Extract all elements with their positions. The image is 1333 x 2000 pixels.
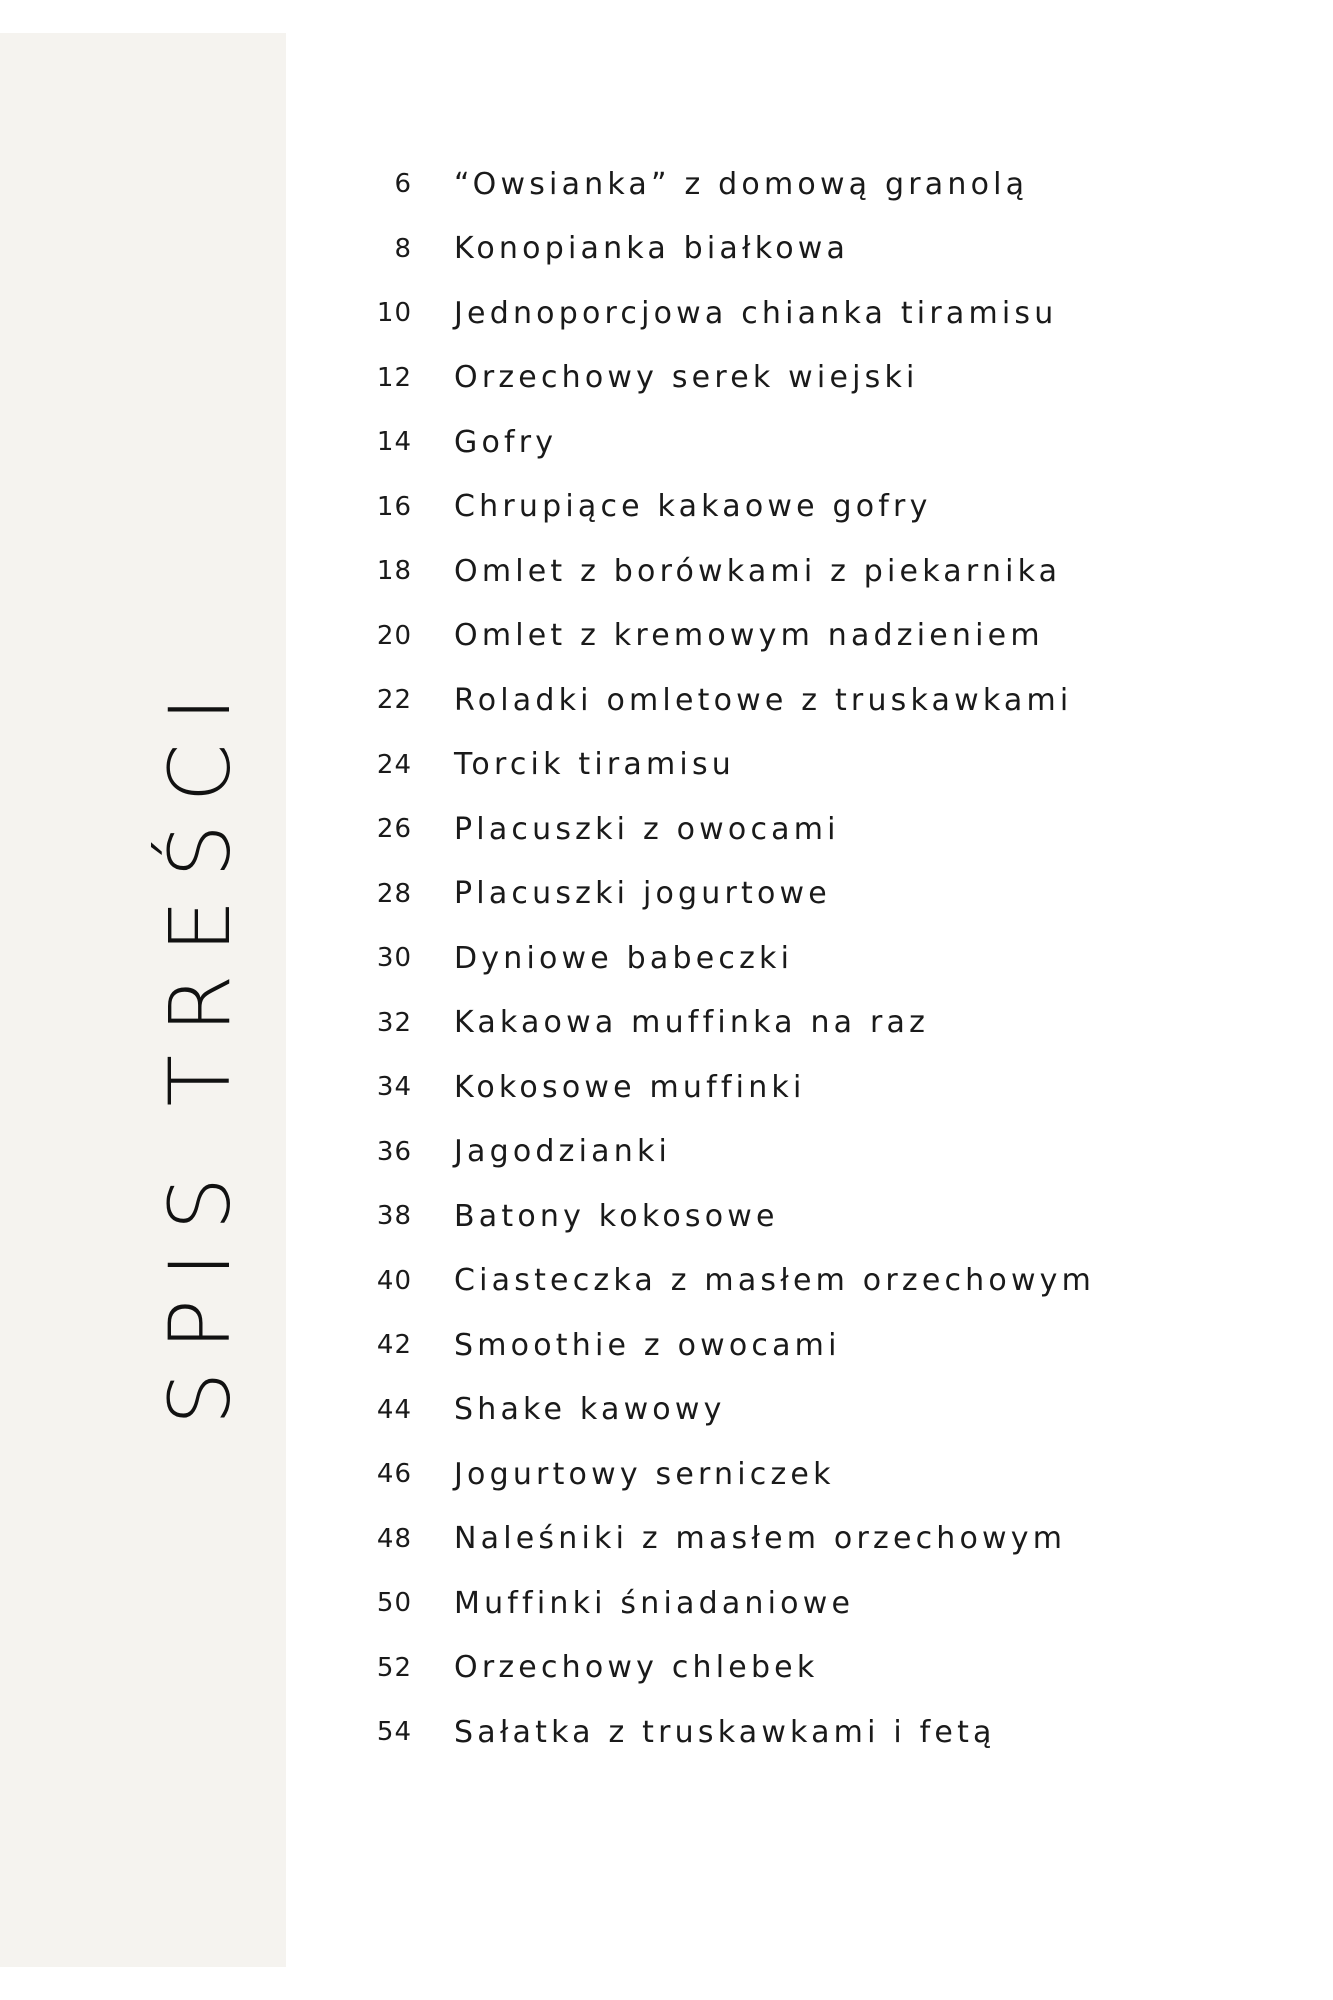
toc-page-number: 16 (376, 491, 412, 522)
toc-entry[interactable] (350, 1507, 1250, 1572)
toc-page-number: 10 (376, 298, 412, 329)
toc-entry-title: Orzechowy serek wiejski (454, 360, 919, 396)
toc-page-number: 32 (376, 1007, 412, 1038)
toc-entry-title: Omlet z kremowym nadzieniem (454, 618, 1044, 654)
toc-entry[interactable] (350, 797, 1250, 862)
toc-entry-title: Dyniowe babeczki (454, 940, 794, 976)
toc-page-number: 52 (376, 1652, 412, 1683)
toc-entry-title: Sałatka z truskawkami i fetą (454, 1714, 996, 1750)
toc-page-number: 26 (376, 814, 412, 845)
toc-entry[interactable] (350, 926, 1250, 991)
toc-entry[interactable] (350, 1055, 1250, 1120)
table-of-contents (350, 152, 1250, 1765)
toc-entry-title: Ciasteczka z masłem orzechowym (454, 1263, 1096, 1299)
toc-entry-title: Gofry (454, 424, 558, 460)
toc-entry[interactable] (350, 346, 1250, 411)
toc-entry[interactable] (350, 1700, 1250, 1765)
toc-page-number: 14 (376, 427, 412, 458)
toc-entry-title: Omlet z borówkami z piekarnika (454, 553, 1062, 589)
toc-entry[interactable] (350, 1636, 1250, 1701)
toc-page-number: 44 (376, 1394, 412, 1425)
toc-entry-title: Jagodzianki (454, 1134, 672, 1170)
toc-entry[interactable] (350, 281, 1250, 346)
toc-entry[interactable] (350, 410, 1250, 475)
toc-entry-title: Jednoporcjowa chianka tiramisu (454, 295, 1058, 331)
toc-entry-title: Shake kawowy (454, 1392, 726, 1428)
toc-entry-title: “Owsianka” z domową granolą (454, 166, 1029, 202)
toc-page-number: 28 (376, 878, 412, 909)
toc-entry-title: Placuszki jogurtowe (454, 876, 831, 912)
toc-page-number: 46 (376, 1459, 412, 1490)
toc-page-number: 38 (376, 1201, 412, 1232)
toc-entry-title: Muffinki śniadaniowe (454, 1585, 855, 1621)
toc-page-number: 24 (376, 749, 412, 780)
toc-entry-title: Orzechowy chlebek (454, 1650, 819, 1686)
toc-entry[interactable] (350, 862, 1250, 927)
toc-page-number: 8 (394, 233, 412, 264)
toc-entry-title: Naleśniki z masłem orzechowym (454, 1521, 1067, 1557)
toc-entry[interactable] (350, 1184, 1250, 1249)
toc-page-number: 6 (394, 169, 412, 200)
toc-entry[interactable] (350, 991, 1250, 1056)
toc-entry-title: Kakaowa muffinka na raz (454, 1005, 930, 1041)
toc-entry[interactable] (350, 1442, 1250, 1507)
toc-page-number: 34 (376, 1072, 412, 1103)
toc-page-number: 18 (376, 556, 412, 587)
toc-entry[interactable] (350, 539, 1250, 604)
toc-entry[interactable] (350, 604, 1250, 669)
toc-entry-title: Konopianka białkowa (454, 231, 850, 267)
toc-page-number: 30 (376, 943, 412, 974)
toc-page-number: 22 (376, 685, 412, 716)
toc-entry-title: Kokosowe muffinki (454, 1069, 806, 1105)
toc-entry[interactable] (350, 217, 1250, 282)
toc-entry-title: Placuszki z owocami (454, 811, 840, 847)
toc-entry[interactable] (350, 733, 1250, 798)
toc-entry-title: Jogurtowy serniczek (454, 1456, 835, 1492)
toc-page-number: 48 (376, 1523, 412, 1554)
toc-entry[interactable] (350, 1249, 1250, 1314)
toc-entry[interactable] (350, 1313, 1250, 1378)
toc-entry[interactable] (350, 668, 1250, 733)
page-title: SPIS TREŚCI (151, 674, 249, 1426)
toc-entry[interactable] (350, 152, 1250, 217)
toc-entry[interactable] (350, 1120, 1250, 1185)
toc-entry-title: Smoothie z owocami (454, 1327, 841, 1363)
toc-page-number: 42 (376, 1330, 412, 1361)
toc-entry-title: Chrupiące kakaowe gofry (454, 489, 932, 525)
toc-page-number: 36 (376, 1136, 412, 1167)
toc-page-number: 50 (376, 1588, 412, 1619)
toc-page-number: 40 (376, 1265, 412, 1296)
toc-entry-title: Torcik tiramisu (454, 747, 736, 783)
toc-page-number: 54 (376, 1717, 412, 1748)
toc-entry[interactable] (350, 475, 1250, 540)
toc-page-number: 20 (376, 620, 412, 651)
toc-page-number: 12 (376, 362, 412, 393)
toc-entry[interactable] (350, 1571, 1250, 1636)
toc-entry-title: Batony kokosowe (454, 1198, 779, 1234)
toc-entry-title: Roladki omletowe z truskawkami (454, 682, 1073, 718)
toc-entry[interactable] (350, 1378, 1250, 1443)
